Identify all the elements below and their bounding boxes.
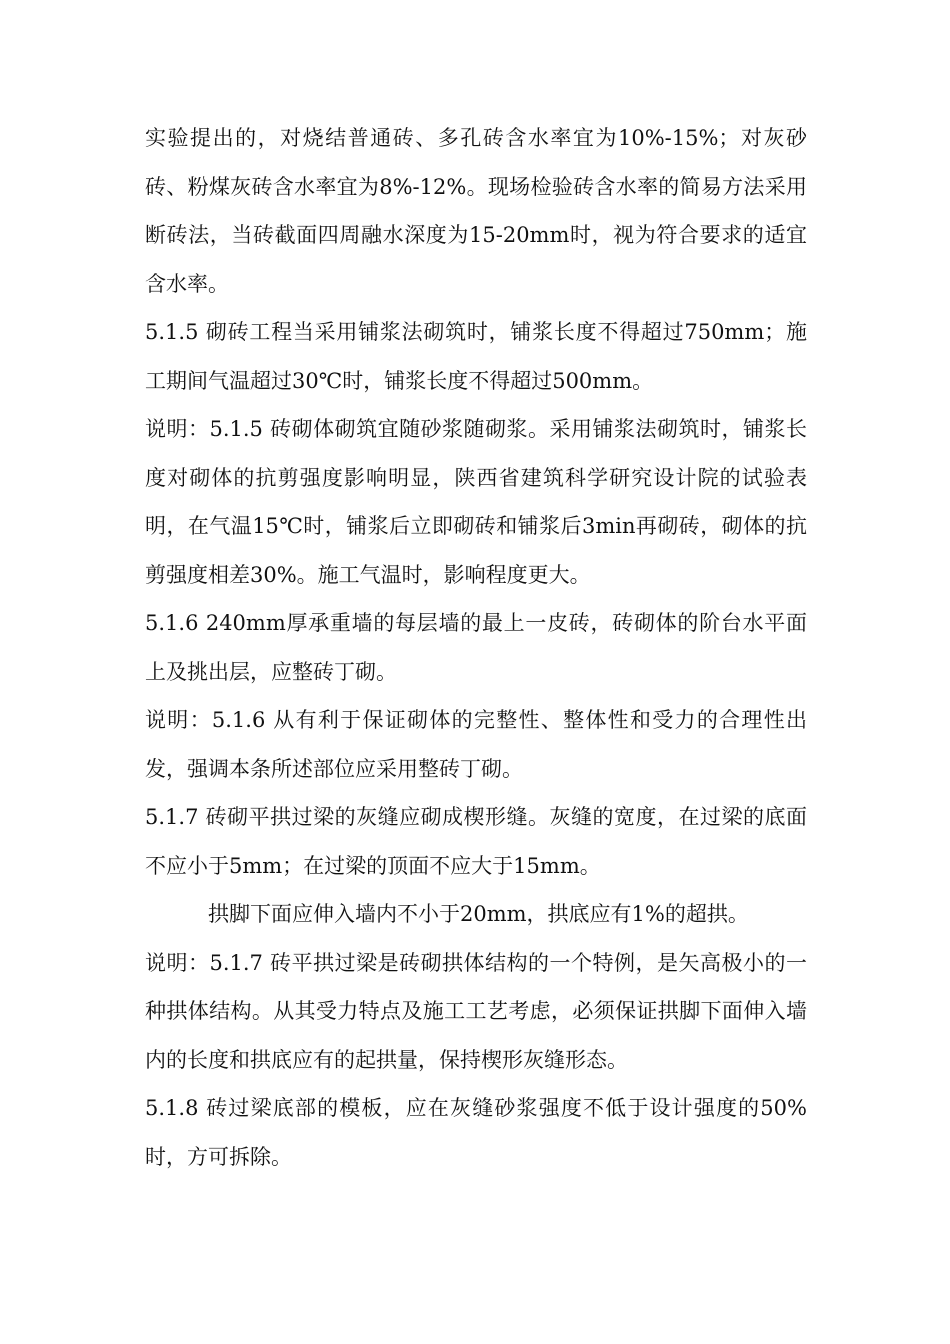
note-5-1-7: 说明：5.1.7 砖平拱过梁是砖砌拱体结构的一个特例，是矢高极小的一种拱体结构。从其受力特点及施工工艺考虑，必须保证拱脚下面伸入墙内的长度和拱底应有的起拱量，保持楔形灰缝形态。: [145, 950, 807, 1072]
clause-5-1-7: 5.1.7 砖砌平拱过梁的灰缝应砌成楔形缝。灰缝的宽度，在过梁的底面不应小于5mm；在过梁的顶面不应大于15mm。: [145, 805, 807, 878]
note-5-1-5: 说明：5.1.5 砖砌体砌筑宜随砂浆随砌浆。采用铺浆法砌筑时，铺浆长度对砌体的抗剪强度影响明显，陕西省建筑科学研究设计院的试验表明，在气温15℃时，铺浆后立即砌砖和铺浆后3min再砌砖，砌体的抗剪强度相差30%。施工气温时，影响程度更大。: [145, 417, 807, 587]
clause-5-1-7-continuation: 拱脚下面应伸入墙内不小于20mm，拱底应有1%的超拱。: [208, 902, 749, 926]
clause-5-1-5: 5.1.5 砌砖工程当采用铺浆法砌筑时，铺浆长度不得超过750mm；施工期间气温超过30℃时，铺浆长度不得超过500mm。: [145, 320, 807, 393]
clause-5-1-6: 5.1.6 240mm厚承重墙的每层墙的最上一皮砖，砖砌体的阶台水平面上及挑出层，应整砖丁砌。: [145, 611, 807, 684]
document-body: [145, 114, 807, 1181]
clause-5-1-8: 5.1.8 砖过梁底部的模板，应在灰缝砂浆强度不低于设计强度的50%时，方可拆除。: [145, 1096, 807, 1169]
paragraph-water-content: 实验提出的，对烧结普通砖、多孔砖含水率宜为10%-15%；对灰砂砖、粉煤灰砖含水率宜为8%-12%。现场检验砖含水率的简易方法采用断砖法，当砖截面四周融水深度为15-20mm时，视为符合要求的适宜含水率。: [145, 126, 807, 296]
note-5-1-6: 说明：5.1.6 从有利于保证砌体的完整性、整体性和受力的合理性出发，强调本条所述部位应采用整砖丁砌。: [145, 708, 807, 781]
